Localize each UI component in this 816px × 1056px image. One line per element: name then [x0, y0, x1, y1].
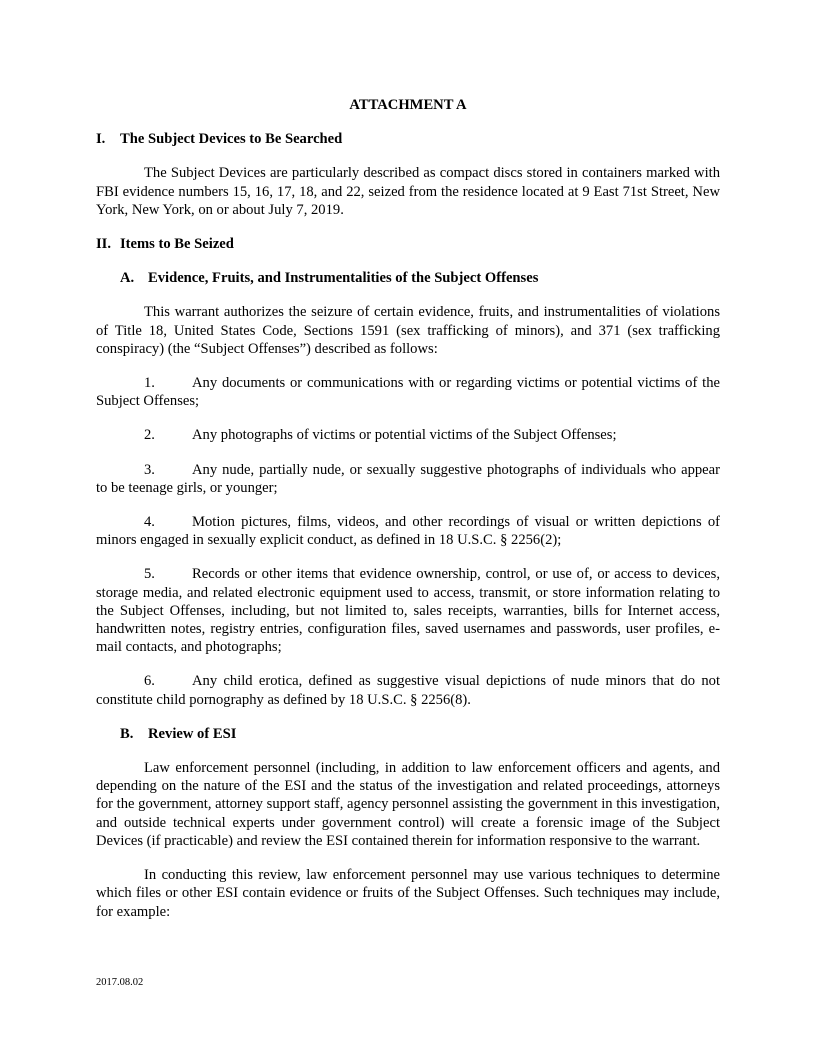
list-item-number: 1.: [144, 375, 155, 392]
subsection-b-heading: [120, 725, 720, 743]
list-item-number: 3.: [144, 461, 155, 478]
document-page: [96, 96, 720, 937]
list-item-number: 5.: [144, 566, 155, 583]
list-item-number: 6.: [144, 673, 155, 690]
section-1-number: I.: [96, 131, 106, 148]
subsection-b-letter: B.: [120, 725, 134, 742]
section-1-paragraph: The Subject Devices are particularly described as compact discs stored in containers marked with FBI evidence numbers 15, 16, 17, 18, and 22, seized from the residence located at 9 East 71st Street, New York, New York, on or about July 7, 2019.: [96, 165, 720, 218]
attachment-title: ATTACHMENT A: [349, 97, 467, 113]
section-2-heading-text: Items to Be Seized: [120, 236, 234, 253]
section-2-number: II.: [96, 236, 112, 253]
section-2-heading: [96, 235, 720, 253]
list-item-number: 2.: [144, 427, 155, 444]
list-item-text: Motion pictures, films, videos, and other recordings of visual or written depictions of minors engaged in sexually explicit conduct, as defined in 18 U.S.C. § 2256(2);: [96, 514, 720, 549]
list-item-text: Any child erotica, defined as suggestive visual depictions of nude minors that do not constitute child pornography as defined by 18 U.S.C. § 2256(8).: [96, 673, 720, 708]
list-item: [96, 672, 720, 708]
list-item: [96, 461, 720, 497]
list-item: [96, 374, 720, 410]
list-item: [96, 565, 720, 656]
subsection-a-letter: A.: [120, 270, 135, 287]
list-item: [96, 426, 720, 444]
section-1-heading: [96, 130, 720, 148]
list-item-text: Any nude, partially nude, or sexually suggestive photographs of individuals who appear to be teenage girls, or younger;: [96, 461, 720, 496]
list-item-number: 4.: [144, 514, 155, 531]
section-1-heading-text: The Subject Devices to Be Searched: [120, 131, 343, 148]
list-item: [96, 513, 720, 549]
list-item-text: Any documents or communications with or regarding victims or potential victims of the Subject Offenses;: [96, 375, 720, 410]
subsection-a-heading-text: Evidence, Fruits, and Instrumentalities of the Subject Offenses: [148, 270, 539, 287]
subsection-a-heading: [120, 269, 720, 287]
list-item-text: Records or other items that evidence ownership, control, or use of, or access to devices, storage media, and related electronic equipment used to access, transmit, or store information relating to the Subject Offenses, including, but not limited to, sales receipts, warranties, bills for Internet access, handwritten notes, registry entries, configuration files, saved usernames and passwords, user profiles, e-mail contacts, and photographs;: [96, 566, 720, 656]
subsection-b-paragraph-1: Law enforcement personnel (including, in addition to law enforcement officers and agents, and depending on the nature of the ESI and the status of the investigation and related proceedings, attorneys for the government, attorney support staff, agency personnel assisting the government in this investigation, and outside technical experts under government control) will create a forensic image of the Subject Devices (if practicable) and review the ESI contained therein for information responsive to the warrant.: [96, 760, 720, 849]
subsection-a-intro: This warrant authorizes the seizure of certain evidence, fruits, and instrumentalities of violations of Title 18, United States Code, Sections 1591 (sex trafficking of minors), and 371 (sex trafficking conspiracy) (the “Subject Offenses”) described as follows:: [96, 304, 720, 357]
footer-version: 2017.08.02: [96, 977, 144, 988]
subsection-b-paragraph-2: In conducting this review, law enforcement personnel may use various techniques to determine which files or other ESI contain evidence or fruits of the Subject Offenses. Such techniques may include, for example:: [96, 867, 720, 920]
list-item-text: Any photographs of victims or potential victims of the Subject Offenses;: [192, 427, 617, 444]
subsection-b-heading-text: Review of ESI: [148, 725, 237, 742]
